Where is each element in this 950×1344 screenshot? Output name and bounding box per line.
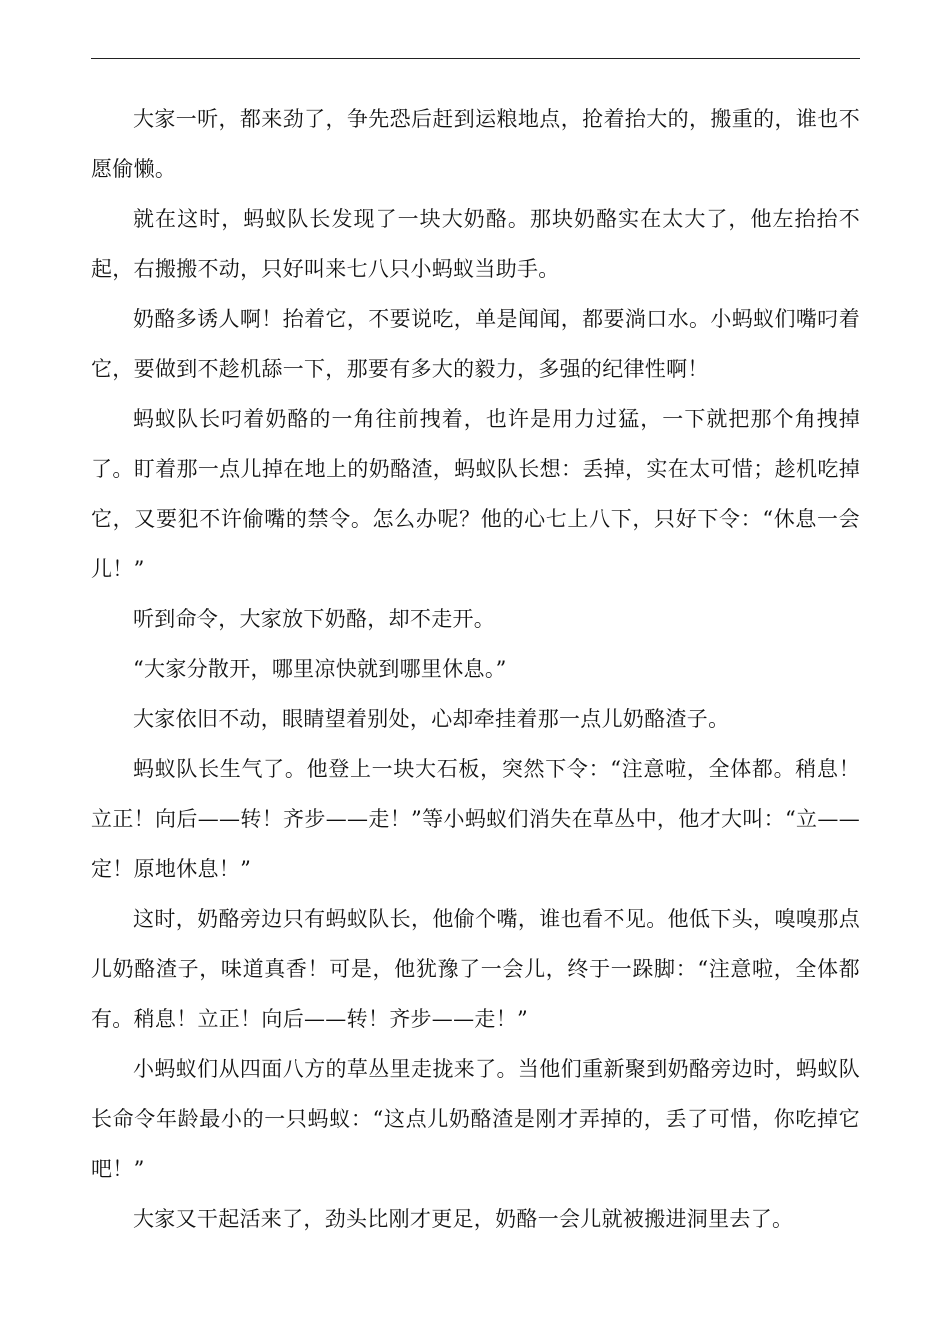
document-body [91, 94, 860, 1244]
paragraph: 奶酪多诱人啊！抬着它，不要说吃，单是闻闻，都要淌口水。小蚂蚁们嘴叼着它，要做到不趁机舔一下，那要有多大的毅力，多强的纪律性啊！ [91, 307, 860, 381]
paragraph: 就在这时，蚂蚁队长发现了一块大奶酪。那块奶酪实在太大了，他左抬抬不起，右搬搬不动，只好叫来七八只小蚂蚁当助手。 [91, 207, 860, 281]
paragraph: 蚂蚁队长叼着奶酪的一角往前拽着，也许是用力过猛，一下就把那个角拽掉了。盯着那一点儿掉在地上的奶酪渣，蚂蚁队长想：丢掉，实在太可惜；趁机吃掉它，又要犯不许偷嘴的禁令。怎么办呢？他的心七上八下，只好下令：“休息一会儿！” [91, 407, 860, 581]
paragraph: 小蚂蚁们从四面八方的草丛里走拢来了。当他们重新聚到奶酪旁边时，蚂蚁队长命令年龄最小的一只蚂蚁：“这点儿奶酪渣是刚才弄掉的，丢了可惜，你吃掉它吧！” [91, 1057, 860, 1181]
paragraph: 听到命令，大家放下奶酪，却不走开。 [133, 607, 496, 631]
paragraph: “大家分散开，哪里凉快就到哪里休息。” [133, 657, 507, 681]
header-rule [91, 58, 860, 59]
paragraph: 蚂蚁队长生气了。他登上一块大石板，突然下令：“注意啦，全体都。稍息！立正！向后——转！齐步——走！”等小蚂蚁们消失在草丛中，他才大叫：“立——定！原地休息！” [91, 757, 860, 881]
paragraph: 大家一听，都来劲了，争先恐后赶到运粮地点，抢着抬大的，搬重的，谁也不愿偷懒。 [91, 107, 860, 181]
paragraph: 这时，奶酪旁边只有蚂蚁队长，他偷个嘴，谁也看不见。他低下头，嗅嗅那点儿奶酪渣子，味道真香！可是，他犹豫了一会儿，终于一跺脚：“注意啦，全体都有。稍息！立正！向后——转！齐步——走！” [91, 907, 860, 1031]
paragraph: 大家又干起活来了，劲头比刚才更足，奶酪一会儿就被搬进洞里去了。 [133, 1207, 794, 1231]
paragraph: 大家依旧不动，眼睛望着别处，心却牵挂着那一点儿奶酪渣子。 [133, 707, 730, 731]
